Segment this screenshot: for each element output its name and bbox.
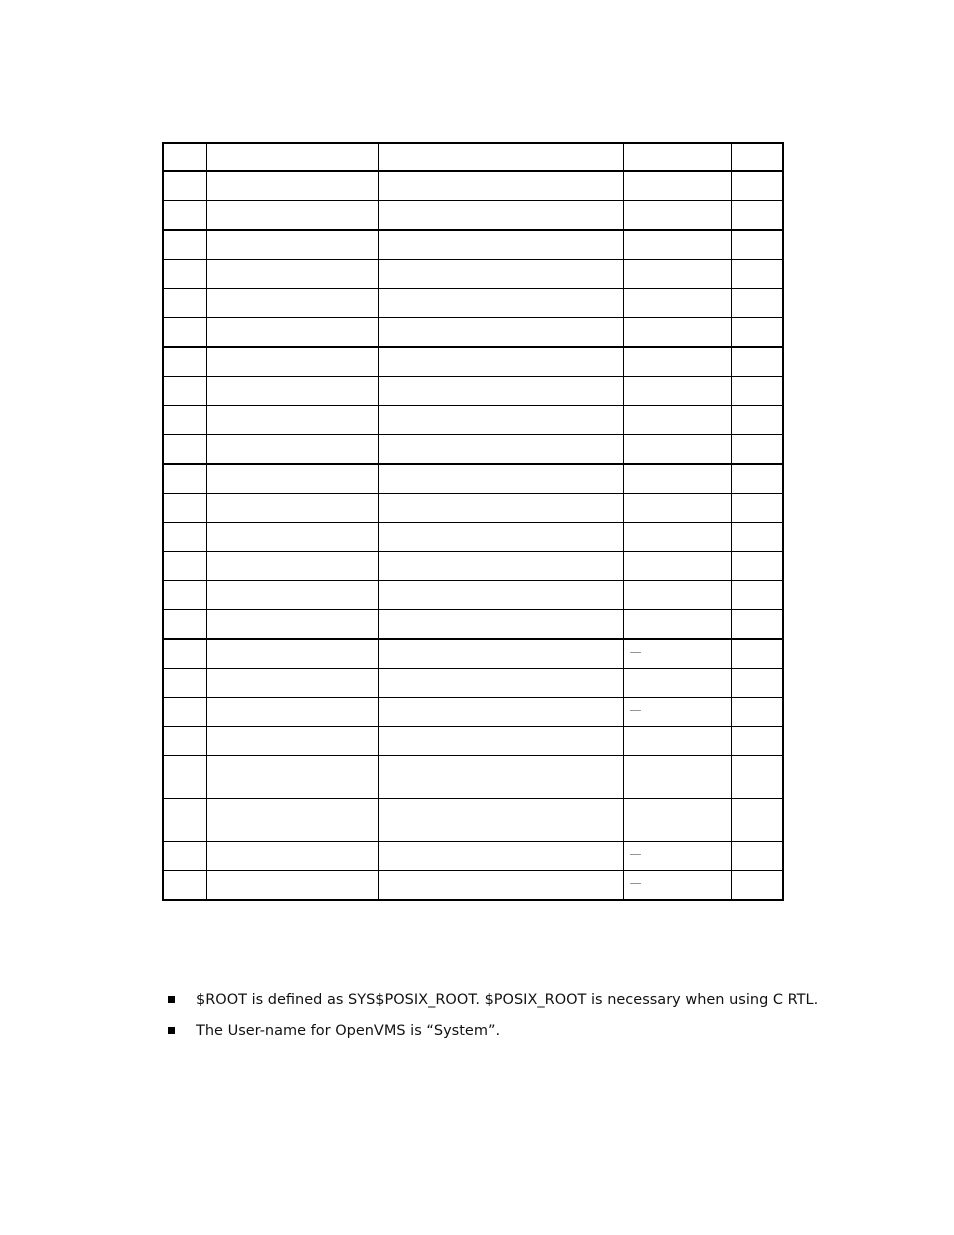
table-cell <box>731 143 783 171</box>
table-cell <box>731 464 783 494</box>
table-cell <box>378 639 623 669</box>
table-cell <box>623 871 731 901</box>
table-cell <box>163 230 206 260</box>
table-row <box>163 435 783 465</box>
table-cell <box>206 494 378 523</box>
dash-mark: — <box>629 703 642 717</box>
table-cell <box>206 377 378 406</box>
table-cell <box>623 143 731 171</box>
table-cell <box>206 464 378 494</box>
table-cell <box>206 552 378 581</box>
square-bullet-icon <box>168 1027 175 1034</box>
table-row <box>163 464 783 494</box>
table-cell <box>731 842 783 871</box>
table-cell <box>731 494 783 523</box>
table-cell <box>731 727 783 756</box>
table-cell <box>731 639 783 669</box>
table-cell <box>163 435 206 465</box>
table-cell <box>623 377 731 406</box>
table-row <box>163 260 783 289</box>
table-cell <box>163 494 206 523</box>
table-cell <box>378 756 623 799</box>
table-cell <box>731 523 783 552</box>
table-row <box>163 230 783 260</box>
table-row <box>163 842 783 871</box>
table-row <box>163 318 783 348</box>
table-cell <box>163 289 206 318</box>
table-cell <box>163 610 206 640</box>
table-cell <box>163 727 206 756</box>
table-row <box>163 289 783 318</box>
table-cell <box>378 464 623 494</box>
note-text: $ROOT is defined as SYS$POSIX_ROOT. $POSIX_ROOT is necessary when using C RTL. <box>196 992 819 1008</box>
table-cell <box>623 318 731 348</box>
table-cell <box>163 756 206 799</box>
table-cell <box>731 669 783 698</box>
table-cell <box>731 581 783 610</box>
table-cell <box>378 698 623 727</box>
table-cell <box>206 230 378 260</box>
table-cell <box>623 581 731 610</box>
table-cell <box>163 377 206 406</box>
table-cell <box>378 842 623 871</box>
table-cell <box>378 727 623 756</box>
table-row <box>163 406 783 435</box>
table-cell <box>623 464 731 494</box>
table-cell <box>731 289 783 318</box>
table-cell <box>731 377 783 406</box>
table-cell <box>731 799 783 842</box>
table-cell <box>206 435 378 465</box>
table-cell <box>206 610 378 640</box>
note-item <box>168 1019 888 1043</box>
table-cell <box>206 871 378 901</box>
dash-mark: — <box>629 847 642 861</box>
dash-mark: — <box>629 645 642 659</box>
table-row <box>163 799 783 842</box>
table-cell <box>163 581 206 610</box>
table-cell <box>378 230 623 260</box>
table-cell <box>206 406 378 435</box>
table-cell <box>378 669 623 698</box>
table-cell <box>378 260 623 289</box>
table-cell <box>163 669 206 698</box>
table-cell <box>163 799 206 842</box>
table-cell <box>378 377 623 406</box>
table-row <box>163 669 783 698</box>
table-cell <box>163 347 206 377</box>
table-cell <box>378 171 623 201</box>
data-table <box>162 142 784 901</box>
table-row <box>163 171 783 201</box>
table-cell <box>731 610 783 640</box>
table-cell <box>623 523 731 552</box>
table-cell <box>731 435 783 465</box>
table-cell <box>206 639 378 669</box>
table-cell <box>163 201 206 231</box>
table-cell <box>731 871 783 901</box>
table-cell <box>623 756 731 799</box>
table-cell <box>206 201 378 231</box>
table-row <box>163 377 783 406</box>
table-cell <box>731 201 783 231</box>
table-header-row <box>163 143 783 171</box>
table-cell <box>623 610 731 640</box>
table-cell <box>163 464 206 494</box>
table-cell <box>623 842 731 871</box>
table-cell <box>378 871 623 901</box>
dash-mark: — <box>629 876 642 890</box>
table-cell <box>623 799 731 842</box>
table-row <box>163 610 783 640</box>
table-cell <box>163 871 206 901</box>
table-row <box>163 639 783 669</box>
table-cell <box>623 698 731 727</box>
table-cell <box>623 201 731 231</box>
table-cell <box>206 171 378 201</box>
table-cell <box>378 406 623 435</box>
table-row <box>163 581 783 610</box>
table-row <box>163 727 783 756</box>
table-cell <box>623 260 731 289</box>
table-cell <box>206 347 378 377</box>
table-cell <box>206 842 378 871</box>
table-cell <box>206 581 378 610</box>
table-cell <box>731 406 783 435</box>
note-item <box>168 988 888 1012</box>
table-cell <box>206 756 378 799</box>
table-cell <box>378 552 623 581</box>
table-cell <box>378 494 623 523</box>
table-row <box>163 347 783 377</box>
table-row <box>163 871 783 901</box>
table-row <box>163 698 783 727</box>
table-cell <box>163 318 206 348</box>
table-cell <box>378 318 623 348</box>
table-row <box>163 523 783 552</box>
table-cell <box>623 171 731 201</box>
note-text: The User-name for OpenVMS is “System”. <box>196 1023 501 1039</box>
table-cell <box>623 435 731 465</box>
table-cell <box>206 143 378 171</box>
table-cell <box>623 347 731 377</box>
table-row <box>163 494 783 523</box>
table-cell <box>378 523 623 552</box>
table-cell <box>163 260 206 289</box>
table-cell <box>731 698 783 727</box>
table-cell <box>163 698 206 727</box>
table-body <box>163 143 783 900</box>
table-cell <box>378 289 623 318</box>
table-cell <box>206 669 378 698</box>
table-cell <box>378 581 623 610</box>
table-row <box>163 756 783 799</box>
table-cell <box>731 347 783 377</box>
table-cell <box>731 171 783 201</box>
table-cell <box>163 639 206 669</box>
table-cell <box>163 171 206 201</box>
table-cell <box>206 260 378 289</box>
table-cell <box>378 201 623 231</box>
table-cell <box>623 639 731 669</box>
table-cell <box>206 727 378 756</box>
table-cell <box>163 143 206 171</box>
table-cell <box>623 406 731 435</box>
square-bullet-icon <box>168 996 175 1003</box>
table-cell <box>623 289 731 318</box>
table-cell <box>623 552 731 581</box>
table-row <box>163 552 783 581</box>
table-cell <box>378 347 623 377</box>
table-cell <box>623 494 731 523</box>
table-cell <box>163 842 206 871</box>
table-cell <box>378 610 623 640</box>
table-cell <box>206 289 378 318</box>
table-cell <box>378 435 623 465</box>
table-cell <box>163 552 206 581</box>
table-cell <box>378 799 623 842</box>
table-cell <box>206 318 378 348</box>
table-row <box>163 201 783 231</box>
table-cell <box>731 260 783 289</box>
notes-list <box>168 988 888 1050</box>
table-cell <box>163 406 206 435</box>
table-cell <box>206 523 378 552</box>
table-cell <box>378 143 623 171</box>
table-cell <box>206 698 378 727</box>
table-cell <box>731 552 783 581</box>
table-cell <box>731 318 783 348</box>
table-cell <box>623 230 731 260</box>
table-cell <box>163 523 206 552</box>
table-cell <box>623 669 731 698</box>
table-cell <box>206 799 378 842</box>
table-cell <box>623 727 731 756</box>
table-cell <box>731 756 783 799</box>
table-cell <box>731 230 783 260</box>
